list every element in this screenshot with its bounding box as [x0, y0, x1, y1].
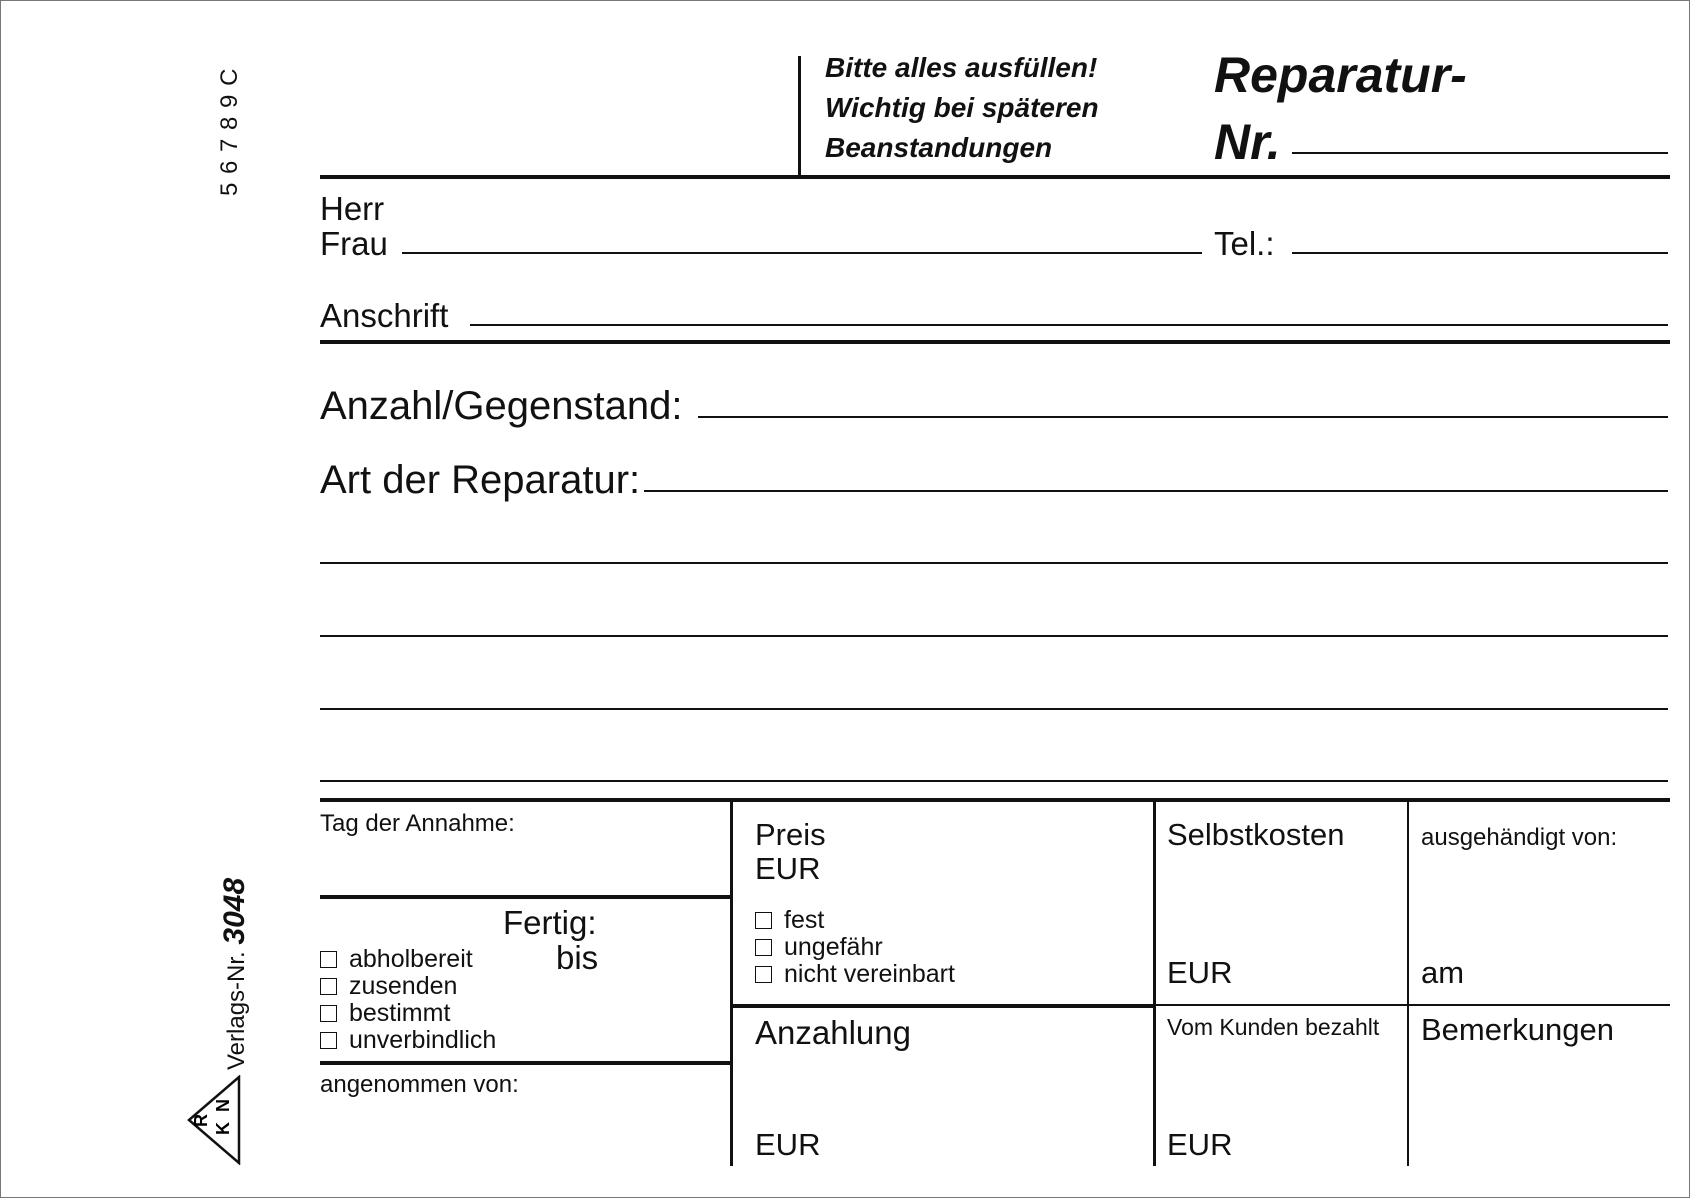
header-note: [825, 48, 1099, 168]
price-options: [755, 907, 955, 988]
price-option[interactable]: nicht vereinbart: [755, 961, 955, 988]
cost-currency: EUR: [1167, 955, 1233, 990]
rnk-logo-icon: [185, 1075, 245, 1165]
deposit-label: Anzahlung: [755, 1014, 911, 1051]
acceptance-day-label: Tag der Annahme:: [320, 810, 515, 837]
bottom-col-divider-2: [1153, 800, 1156, 1166]
address-field[interactable]: [470, 324, 1668, 326]
header-divider: [798, 56, 801, 176]
logo-letter-n: N: [213, 1099, 233, 1112]
form-code: 5 6 7 8 9 C: [216, 67, 243, 196]
tel-label: Tel.:: [1214, 225, 1275, 262]
ready-option[interactable]: zusenden: [320, 973, 496, 1000]
ready-label: Fertig:: [503, 904, 597, 941]
on-date-label: am: [1421, 955, 1465, 990]
header-note-line: Beanstandungen: [825, 132, 1053, 163]
checkbox-icon[interactable]: [320, 978, 337, 995]
price-option[interactable]: ungefähr: [755, 934, 955, 961]
checkbox-icon[interactable]: [320, 1005, 337, 1022]
ready-option[interactable]: unverbindlich: [320, 1027, 496, 1054]
repair-type-field[interactable]: [644, 490, 1668, 492]
header-rule: [320, 175, 1670, 179]
verlag-number: 3048: [218, 877, 251, 945]
price-currency: EUR: [755, 851, 821, 886]
by-label: bis: [556, 939, 599, 976]
repair-line[interactable]: [320, 708, 1668, 710]
logo-letter-r: R: [191, 1114, 211, 1127]
repair-line[interactable]: [320, 780, 1668, 782]
paid-currency: EUR: [1167, 1127, 1233, 1162]
checkbox-icon[interactable]: [755, 912, 772, 929]
checkbox-icon[interactable]: [755, 966, 772, 983]
repair-line[interactable]: [320, 635, 1668, 637]
checkbox-icon[interactable]: [755, 939, 772, 956]
bottom-top-rule: [320, 798, 1670, 802]
logo-letter-k: K: [213, 1122, 233, 1135]
repair-line[interactable]: [320, 562, 1668, 564]
quantity-field[interactable]: [698, 416, 1668, 418]
ready-options: [320, 946, 496, 1054]
quantity-label: Anzahl/Gegenstand:: [320, 384, 683, 428]
paid-label: Vom Kunden bezahlt: [1167, 1014, 1380, 1040]
right-rule: [1155, 1004, 1670, 1006]
price-label: Preis: [755, 817, 826, 852]
accepted-by-label: angenommen von:: [320, 1071, 519, 1098]
left-rule-1: [320, 895, 732, 899]
bottom-col-divider-3: [1407, 800, 1409, 1166]
repair-title: Reparatur-: [1214, 47, 1467, 103]
publisher-number-label: [218, 878, 252, 1070]
bottom-col-divider-1: [730, 800, 733, 1166]
checkbox-icon[interactable]: [320, 1032, 337, 1049]
ready-option[interactable]: abholbereit: [320, 946, 496, 973]
price-option[interactable]: fest: [755, 907, 955, 934]
repair-number-field[interactable]: [1292, 152, 1668, 154]
salutation-herr: Herr: [320, 190, 385, 227]
left-rule-2: [320, 1061, 732, 1065]
address-label: Anschrift: [320, 297, 449, 334]
verlag-label: Verlags-Nr.: [223, 951, 250, 1070]
salutation-frau: Frau: [320, 225, 388, 262]
handed-over-label: ausgehändigt von:: [1421, 824, 1618, 851]
ready-option[interactable]: bestimmt: [320, 1000, 496, 1027]
name-field[interactable]: [402, 252, 1202, 254]
deposit-currency: EUR: [755, 1127, 821, 1162]
remarks-label: Bemerkungen: [1421, 1012, 1615, 1047]
tel-field[interactable]: [1292, 252, 1668, 254]
customer-rule: [320, 340, 1670, 344]
header-note-line: Wichtig bei späteren: [825, 92, 1099, 123]
header-note-line: Bitte alles ausfüllen!: [825, 52, 1098, 83]
repair-number-label: Nr.: [1214, 114, 1281, 170]
middle-rule: [732, 1004, 1155, 1008]
checkbox-icon[interactable]: [320, 951, 337, 968]
cost-label: Selbstkosten: [1167, 817, 1345, 852]
repair-type-label: Art der Reparatur:: [320, 458, 641, 502]
